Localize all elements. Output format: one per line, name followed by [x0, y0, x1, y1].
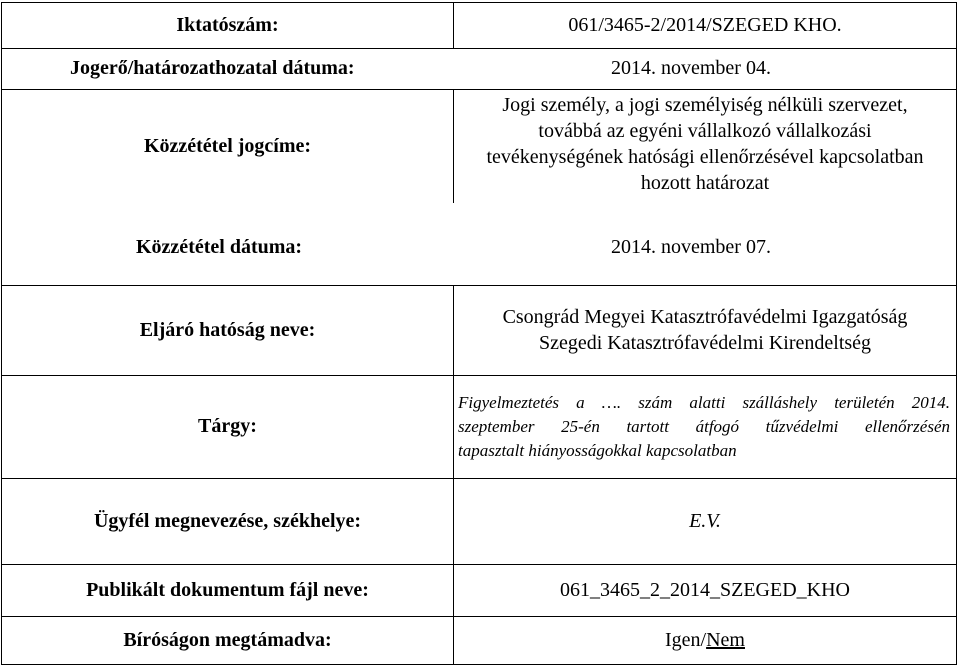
label-datum: Közzététel dátuma: [136, 235, 303, 258]
value-fajl: 061_3465_2_2014_SZEGED_KHO [454, 564, 957, 616]
label-hatosag: Eljáró hatóság neve: [2, 285, 454, 375]
value-ugyfel: E.V. [454, 478, 957, 564]
value-birosag [454, 616, 957, 664]
label-jogero: Jogerő/határozathozatal dátuma: [70, 57, 355, 79]
metadata-table-3 [1, 285, 957, 665]
targy-line: szeptember 25-én tartott átfogó tűzvédelmi ellenőrzésén [458, 416, 950, 436]
label-fajl: Publikált dokumentum fájl neve: [2, 564, 454, 616]
label-ugyfel: Ügyfél megnevezése, székhelye: [2, 478, 454, 564]
hatosag-line: Szegedi Katasztrófavédelmi Kirendeltség [538, 332, 872, 354]
jogcim-line: tevékenységének hatósági ellenőrzésével kapcsolatban [486, 146, 924, 168]
metadata-table [1, 2, 957, 49]
label-targy: Tárgy: [2, 375, 454, 478]
value-iktatoszam: 061/3465-2/2014/SZEGED KHO. [454, 3, 957, 49]
row-fajl [2, 564, 957, 616]
hatosag-line: Csongrád Megyei Katasztrófavédelmi Igazgatóság [502, 306, 908, 328]
document-table [1, 2, 957, 665]
targy-line: tapasztalt hiányosságokkal kapcsolatban [458, 440, 737, 460]
row-datum [1, 203, 957, 285]
birosag-option-igen: Igen/ [665, 628, 707, 651]
metadata-table-2 [1, 89, 957, 203]
row-targy [2, 375, 957, 478]
label-jogcim: Közzététel jogcíme: [2, 90, 454, 203]
jogcim-line: hozott határozat [640, 172, 770, 194]
birosag-option-nem: Nem [706, 628, 745, 651]
value-datum: 2014. november 07. [611, 235, 771, 258]
row-hatosag [2, 285, 957, 375]
jogcim-line: továbbá az egyéni vállalkozó vállalkozási [538, 120, 872, 142]
value-jogcim [454, 90, 957, 203]
row-ugyfel [2, 478, 957, 564]
row-iktatoszam [2, 3, 957, 49]
targy-line: Figyelmeztetés a …. szám alatti szálláshely területén 2014. [458, 392, 950, 412]
label-birosag: Bíróságon megtámadva: [2, 616, 454, 664]
row-jogero [1, 49, 957, 89]
row-birosag [2, 616, 957, 664]
jogcim-line: Jogi személy, a jogi személyiség nélküli szervezet, [502, 94, 908, 116]
label-iktatoszam: Iktatószám: [2, 3, 454, 49]
value-targy [454, 375, 957, 478]
value-hatosag [454, 285, 957, 375]
value-jogero: 2014. november 04. [611, 57, 771, 79]
row-jogcim [2, 90, 957, 203]
